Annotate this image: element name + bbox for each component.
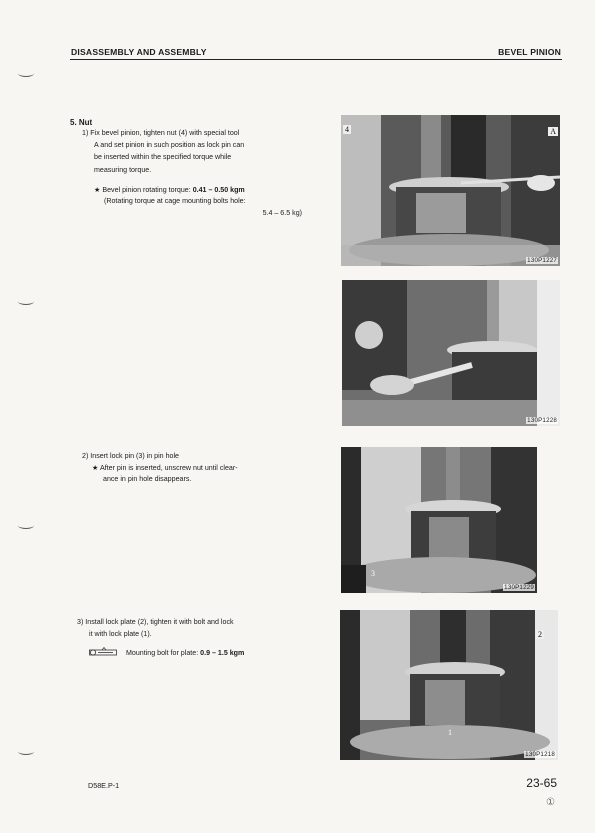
callout-label: 4: [345, 125, 349, 134]
step2-note-line: After pin is inserted, unscrew nut until clear-: [99, 464, 238, 472]
revision-mark: ①: [546, 797, 555, 808]
step3-text: [77, 616, 302, 640]
spec1-label: Bevel pinion rotating torque:: [102, 186, 191, 194]
callout-label: 1: [448, 728, 452, 737]
photo-1218: [340, 610, 558, 760]
photo-code: 130P1228: [527, 417, 557, 424]
photo-1218-image: [340, 610, 558, 760]
step2-note: [92, 463, 304, 486]
photo-code: 130P1227: [527, 257, 557, 264]
step1-line: measuring torque.: [94, 165, 152, 174]
footer-model: D58E.P-1: [88, 781, 120, 790]
step1-line: 1) Fix bevel pinion, tighten nut (4) with special tool: [82, 129, 240, 137]
star-bullet: ★: [94, 186, 101, 194]
photo-1228: [342, 280, 560, 426]
photo-1228-image: [342, 280, 560, 426]
callout-label: 3: [371, 569, 375, 578]
section-title: 5. Nut: [70, 118, 93, 127]
photo-1229: [341, 447, 537, 593]
callout-label: A: [550, 127, 556, 136]
step2-text: [82, 450, 302, 462]
spec1-note-line: 5.4 – 6.5 kg): [262, 208, 302, 217]
spec3-value: 0.9 – 1.5 kgm: [200, 649, 245, 657]
step3-line: it with lock plate (1).: [89, 630, 152, 639]
header-section-title: DISASSEMBLY AND ASSEMBLY: [71, 47, 207, 57]
margin-mark: [18, 70, 34, 77]
step1-line: be inserted within the specified torque while: [94, 153, 232, 162]
spec3-label: Mounting bolt for plate:: [126, 649, 199, 657]
header-rule: [70, 59, 562, 60]
spec3-block: [126, 648, 306, 659]
margin-mark: [18, 748, 34, 755]
step2-note-line: ance in pin hole disappears.: [103, 475, 192, 484]
callout-label: 2: [538, 630, 542, 639]
step1-text: [82, 127, 302, 176]
spec1-value: 0.41 – 0.50 kgm: [192, 186, 245, 194]
photo-1227-image: [341, 115, 560, 266]
torque-wrench-icon: [89, 647, 117, 658]
margin-mark: [18, 522, 34, 529]
star-bullet: ★: [92, 464, 99, 472]
photo-1227: [341, 115, 560, 266]
photo-code: 130P1218: [525, 751, 555, 758]
spec1-block: [94, 185, 304, 219]
margin-mark: [18, 298, 34, 305]
header-topic-title: BEVEL PINION: [498, 47, 561, 57]
page-number: 23-65: [526, 776, 557, 790]
step1-line: A and set pinion in such position as lock pin can: [94, 141, 245, 150]
photo-code: 130P1229: [504, 584, 534, 591]
step3-line: 3) Install lock plate (2), tighten it with bolt and lock: [77, 618, 234, 626]
step2-line: 2) Insert lock pin (3) in pin hole: [82, 452, 179, 460]
spec1-note-line: (Rotating torque at cage mounting bolts hole:: [104, 197, 246, 206]
